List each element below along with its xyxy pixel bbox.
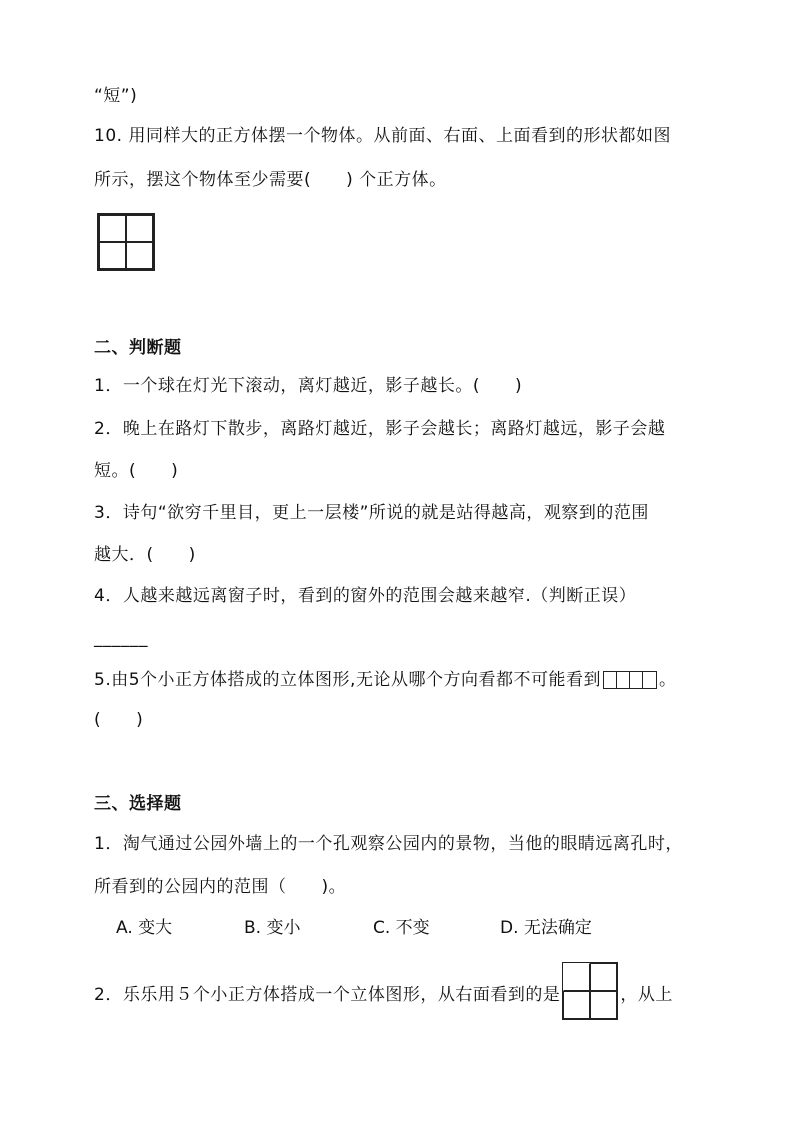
grid-cell bbox=[99, 215, 126, 242]
option-c: C. 不变 bbox=[373, 918, 430, 938]
option-a: A. 变大 bbox=[116, 918, 173, 938]
tf-item-1: 1．一个球在灯光下滚动，离灯越近，影子越长。( ) bbox=[94, 376, 523, 396]
tf-item-3-line-2: 越大．( ) bbox=[94, 545, 196, 565]
mc-question-2-text: 2．乐乐用５个小正方体搭成一个立体图形，从右面看到的是 bbox=[94, 985, 561, 1005]
grid-cell bbox=[590, 991, 617, 1019]
question-10-line-1: 10. 用同样大的正方体摆一个物体。从前面、右面、上面看到的形状都如图 bbox=[94, 126, 671, 146]
grid-cell bbox=[563, 991, 590, 1019]
tf-item-4-line-1: 4．人越来越远离窗子时，看到的窗外的范围会越来越窄.（判断正误） bbox=[94, 586, 637, 606]
mc-question-2-end: ，从上 bbox=[620, 985, 673, 1005]
grid-cell bbox=[590, 963, 617, 991]
four-square-row-figure bbox=[603, 671, 657, 689]
tf-item-3-line-1: 3．诗句“欲穷千里目，更上一层楼”所说的就是站得越高，观察到的范围 bbox=[94, 503, 649, 523]
section-3-heading: 三、选择题 bbox=[94, 794, 182, 814]
square-cell bbox=[630, 672, 643, 688]
mc-question-1-line-1: 1．淘气通过公园外墙上的一个孔观察公园内的景物，当他的眼睛远离孔时， bbox=[94, 834, 683, 854]
mc-question-1-line-2: 所看到的公园内的范围（ )。 bbox=[94, 877, 347, 897]
continuation-text: “短”) bbox=[94, 86, 138, 106]
section-2-heading: 二、判断题 bbox=[94, 338, 182, 358]
tf-item-5-text: 5.由5个小正方体搭成的立体图形,无论从哪个方向看都不可能看到 bbox=[94, 670, 601, 690]
option-b: B. 变小 bbox=[244, 918, 301, 938]
tf-item-5-end: 。 bbox=[658, 670, 677, 690]
grid-cell bbox=[99, 242, 126, 269]
mc-question-2-line-1 bbox=[94, 966, 673, 1024]
right-view-figure bbox=[562, 962, 618, 1020]
question-10-line-2: 所示，摆这个物体至少需要( ) 个正方体。 bbox=[94, 170, 447, 190]
option-d: D. 无法确定 bbox=[500, 918, 592, 938]
tf-item-4-answer-blank: ______ bbox=[94, 628, 148, 648]
square-cell bbox=[604, 672, 617, 688]
grid-cell bbox=[563, 963, 590, 991]
view-grid-figure bbox=[97, 213, 155, 271]
grid-cell bbox=[126, 242, 153, 269]
tf-item-2-line-1: 2．晚上在路灯下散步，离路灯越近，影子会越长；离路灯越远，影子会越 bbox=[94, 419, 666, 439]
tf-item-2-line-2: 短。( ) bbox=[94, 461, 179, 481]
tf-item-5-line-1 bbox=[94, 668, 676, 692]
square-cell bbox=[643, 672, 656, 688]
square-cell bbox=[617, 672, 630, 688]
grid-cell bbox=[126, 215, 153, 242]
tf-item-5-line-2: ( ) bbox=[94, 710, 144, 730]
